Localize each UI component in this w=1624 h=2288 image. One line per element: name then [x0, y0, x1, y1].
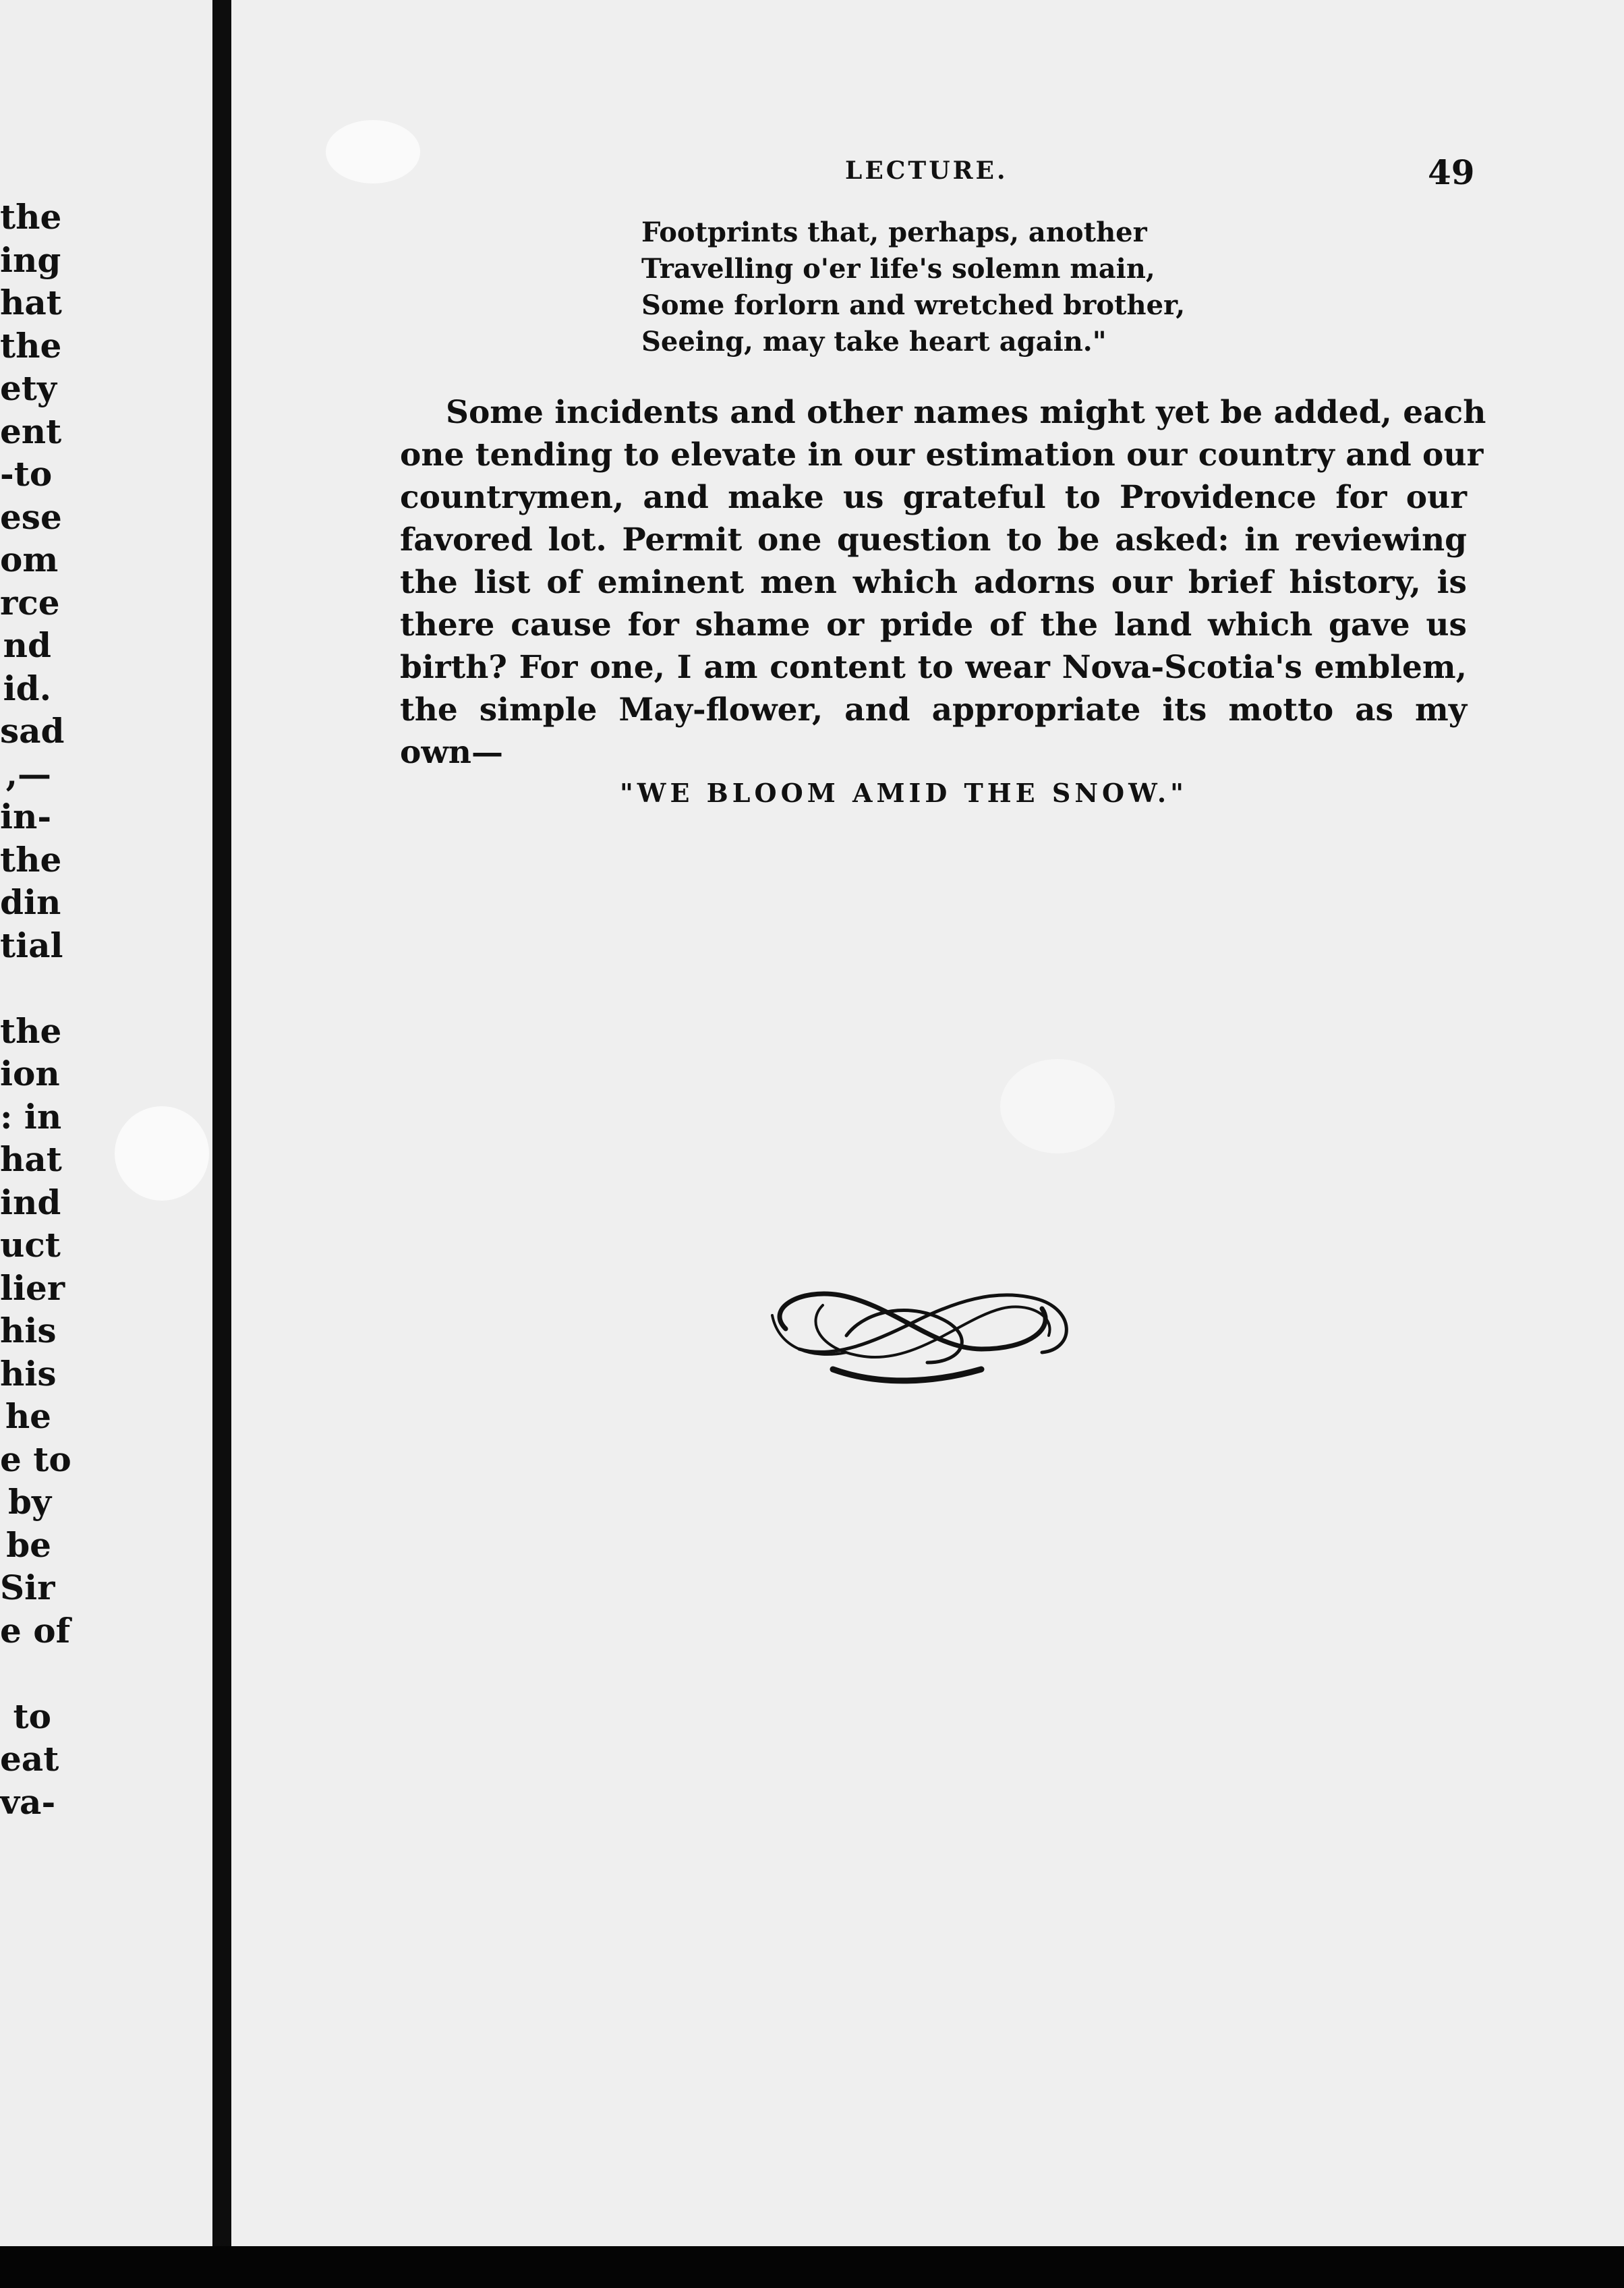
- left-page-line-fragment: ind: [0, 1182, 61, 1222]
- left-page-line-fragment: Sir: [0, 1568, 55, 1607]
- left-page-line-fragment: ion: [0, 1054, 60, 1093]
- left-page-line-fragment: va-: [0, 1782, 56, 1822]
- left-page-line-fragment: ety: [0, 368, 57, 408]
- running-head: LECTURE.: [845, 156, 1008, 185]
- left-page-line-fragment: ,—: [5, 754, 51, 794]
- left-page-line-fragment: be: [6, 1525, 51, 1565]
- left-page-line-fragment: ese: [0, 497, 62, 537]
- left-page-line-fragment: rce: [0, 583, 60, 623]
- poem-line: Footprints that, perhaps, another: [641, 217, 1147, 248]
- left-page-line-fragment: ent: [0, 411, 62, 451]
- left-page-fragment: [0, 0, 212, 2246]
- left-page-line-fragment: his: [0, 1311, 57, 1350]
- paragraph-line: birth? For one, I am content to wear Nova-Scotia's emblem,: [400, 649, 1467, 686]
- scan-bottom-edge: [0, 2246, 1624, 2288]
- left-page-line-fragment: the: [0, 197, 62, 237]
- left-page-line-fragment: eat: [0, 1739, 59, 1779]
- left-page-line-fragment: the: [0, 326, 62, 366]
- book-gutter: [212, 0, 231, 2246]
- paragraph-line: the list of eminent men which adorns our brief history, is: [400, 564, 1467, 601]
- paragraph-line: countrymen, and make us grateful to Providence for our: [400, 479, 1467, 516]
- poem-line: Some forlorn and wretched brother,: [641, 289, 1186, 321]
- left-page-line-fragment: by: [7, 1482, 51, 1522]
- left-page-line-fragment: -to: [0, 454, 53, 494]
- page-number: 49: [1428, 152, 1475, 192]
- left-page-line-fragment: din: [0, 882, 61, 922]
- paragraph-line: there cause for shame or pride of the land which gave us: [400, 606, 1467, 644]
- left-page-line-fragment: e to: [0, 1439, 71, 1479]
- left-page-line-fragment: in-: [0, 797, 52, 836]
- left-page-line-fragment: ing: [0, 240, 61, 280]
- left-page-line-fragment: e of: [0, 1611, 71, 1651]
- left-page-line-fragment: : in: [0, 1097, 62, 1137]
- paragraph-line: one tending to elevate in our estimation our country and our: [400, 436, 1484, 474]
- left-page-line-fragment: lier: [0, 1268, 65, 1308]
- left-page-line-fragment: hat: [0, 1139, 62, 1179]
- motto-quote: "WE BLOOM AMID THE SNOW.": [620, 778, 1188, 808]
- right-page: [231, 0, 1624, 2246]
- paragraph-line: the simple May-flower, and appropriate its motto as my: [400, 691, 1467, 728]
- paper-spot: [326, 120, 420, 183]
- left-page-line-fragment: om: [0, 540, 59, 579]
- scroll-flourish-icon: [759, 1268, 1086, 1390]
- paragraph-line: Some incidents and other names might yet be added, each: [446, 394, 1486, 431]
- paper-spot: [115, 1106, 209, 1201]
- left-page-line-fragment: hat: [0, 283, 62, 322]
- paper-spot: [1000, 1059, 1115, 1153]
- left-page-line-fragment: he: [5, 1396, 51, 1436]
- paragraph-line: own—: [400, 734, 503, 771]
- left-page-line-fragment: nd: [3, 625, 51, 665]
- left-page-line-fragment: the: [0, 1011, 62, 1051]
- left-page-line-fragment: tial: [0, 925, 63, 965]
- poem-line: Seeing, may take heart again.": [641, 326, 1107, 358]
- left-page-line-fragment: to: [13, 1696, 51, 1736]
- left-page-line-fragment: uct: [0, 1225, 61, 1265]
- left-page-line-fragment: sad: [0, 711, 65, 751]
- left-page-line-fragment: the: [0, 840, 62, 880]
- left-page-line-fragment: id.: [3, 668, 51, 708]
- poem-line: Travelling o'er life's solemn main,: [641, 253, 1155, 285]
- left-page-line-fragment: his: [0, 1354, 57, 1394]
- paragraph-line: favored lot. Permit one question to be asked: in reviewing: [400, 521, 1467, 559]
